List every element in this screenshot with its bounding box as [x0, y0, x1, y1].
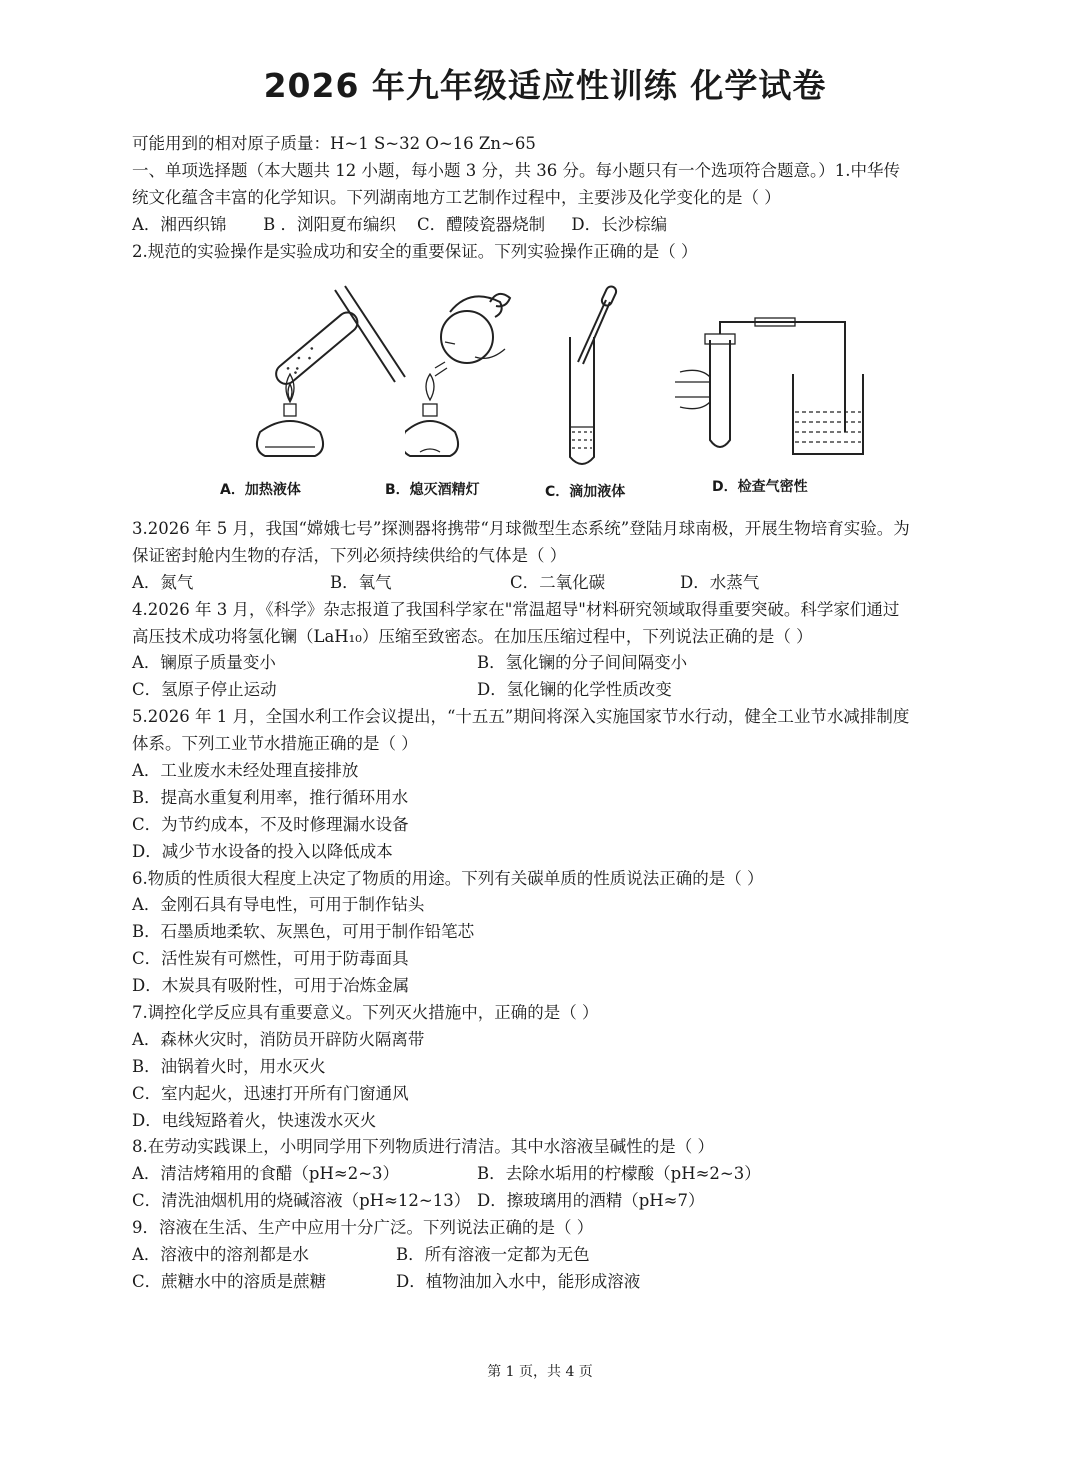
caption-a: A．加热液体	[220, 482, 301, 498]
q1-option-b: B ．浏阳夏布编织	[263, 214, 397, 234]
q8-option-a: A．清洁烤箱用的食醋（pH≈2~3）	[132, 1164, 400, 1184]
q3-option-d: D．水蒸气	[680, 572, 760, 592]
q8-option-d: D．擦玻璃用的酒精（pH≈7）	[477, 1191, 705, 1211]
q5-option-b: B．提高水重复利用率，推行循环用水	[132, 787, 409, 807]
q5-option-d: D．减少节水设备的投入以降低成本	[132, 841, 393, 861]
q7-option-b: B．油锅着火时，用水灭火	[132, 1056, 326, 1076]
q7-stem: 7.调控化学反应具有重要意义。下列灭火措施中，正确的是（ ）	[132, 1003, 599, 1023]
figure-heating-liquid	[230, 282, 410, 482]
q1-stem: 统文化蕴含丰富的化学知识。下列湖南地方工艺制作过程中，主要涉及化学变化的是（ ）	[132, 187, 781, 207]
q1-option-a: A．湘西织锦	[132, 214, 227, 234]
q4-option-d: D．氢化镧的化学性质改变	[477, 680, 672, 700]
q3-option-c: C．二氧化碳	[510, 572, 606, 592]
q1-options	[132, 212, 962, 239]
q7-option-d: D．电线短路着火，快速泼水灭火	[132, 1110, 377, 1130]
figure-extinguish-lamp	[405, 282, 575, 482]
exam-body	[132, 131, 962, 265]
page-footer: 第 1 页，共 4 页	[487, 1364, 593, 1380]
q9-options-row2	[132, 1269, 962, 1296]
q4-option-b: B．氢化镧的分子间间隔变小	[477, 653, 688, 673]
q3-stem-1: 3.2026 年 5 月，我国“嫦娥七号”探测器将携带“月球微型生态系统”登陆月球南极，开展生物培育实验。为	[132, 519, 910, 538]
q6-option-a: A．金刚石具有导电性，可用于制作钻头	[132, 895, 425, 915]
q4-stem-2: 高压技术成功将氢化镧（LaH₁₀）压缩至致密态。在加压压缩过程中，下列说法正确的是（ ）	[132, 626, 813, 646]
q4-stem-1: 4.2026 年 3 月，《科学》杂志报道了我国科学家在"常温超导"材料研究领域取得重要突破。科学家们通过	[132, 599, 900, 619]
q5-stem-1: 5.2026 年 1 月，全国水利工作会议提出，“十五五”期间将深入实施国家节水行动，健全工业节水减排制度	[132, 707, 910, 727]
q1-option-d: D．长沙棕编	[571, 214, 668, 234]
q6-stem: 6.物质的性质很大程度上决定了物质的用途。下列有关碳单质的性质说法正确的是（ ）	[132, 868, 764, 888]
caption-c: C．滴加液体	[545, 484, 626, 500]
q9-option-b: B．所有溶液一定都为无色	[396, 1245, 590, 1265]
q8-option-b: B．去除水垢用的柠檬酸（pH≈2~3）	[477, 1164, 761, 1184]
q5-stem-2: 体系。下列工业节水措施正确的是（ ）	[132, 734, 418, 754]
q2-figures	[200, 282, 880, 507]
q4-option-a: A．镧原子质量变小	[132, 653, 276, 673]
q2-stem: 2.规范的实验操作是实验成功和安全的重要保证。下列实验操作正确的是（ ）	[132, 241, 698, 261]
q3-option-b: B．氧气	[330, 572, 392, 592]
q8-options-row2	[132, 1188, 962, 1215]
q3-option-a: A．氮气	[132, 572, 194, 592]
q3-stem-2: 保证密封舱内生物的存活，下列必须持续供给的气体是（ ）	[132, 545, 567, 565]
q9-options-row1	[132, 1242, 962, 1269]
q5-option-a: A．工业废水未经处理直接排放	[132, 761, 359, 781]
page-title: 2026 年九年级适应性训练 化学试卷	[263, 66, 827, 105]
caption-b: B．熄灭酒精灯	[385, 482, 480, 498]
caption-d: D．检查气密性	[712, 479, 808, 495]
q9-option-a: A．溶液中的溶剂都是水	[132, 1245, 309, 1265]
q8-option-c: C．清洗油烟机用的烧碱溶液（pH≈12~13）	[132, 1191, 471, 1211]
q7-option-c: C．室内起火，迅速打开所有门窗通风	[132, 1083, 409, 1103]
exam-body-continued	[132, 516, 962, 1296]
q9-option-c: C．蔗糖水中的溶质是蔗糖	[132, 1271, 327, 1291]
section-header: 一、单项选择题（本大题共 12 小题，每小题 3 分，共 36 分。每小题只有一个选项符合题意。）1.中华传	[132, 160, 900, 180]
q4-options-row1	[132, 650, 962, 677]
q4-option-c: C．氢原子停止运动	[132, 680, 277, 700]
figure-airtightness	[675, 282, 875, 482]
q9-option-d: D．植物油加入水中，能形成溶液	[396, 1271, 641, 1291]
q6-option-c: C．活性炭有可燃性，可用于防毒面具	[132, 949, 409, 969]
q8-stem: 8.在劳动实践课上，小明同学用下列物质进行清洁。其中水溶液呈碱性的是（ ）	[132, 1137, 714, 1157]
q9-stem: 9．溶液在生活、生产中应用十分广泛。下列说法正确的是（ ）	[132, 1218, 594, 1238]
q6-option-d: D．木炭具有吸附性，可用于冶炼金属	[132, 976, 410, 996]
q3-options	[132, 570, 962, 597]
q6-option-b: B．石墨质地柔软、灰黑色，可用于制作铅笔芯	[132, 922, 475, 942]
q4-options-row2	[132, 677, 962, 704]
atomic-masses: 可能用到的相对原子质量：H~1 S~32 O~16 Zn~65	[132, 134, 536, 153]
q7-option-a: A．森林火灾时，消防员开辟防火隔离带	[132, 1029, 425, 1049]
q5-option-c: C．为节约成本，不及时修理漏水设备	[132, 814, 409, 834]
q8-options-row1	[132, 1161, 962, 1188]
q1-option-c: C．醴陵瓷器烧制	[417, 214, 546, 234]
figure-dropper	[560, 282, 640, 482]
